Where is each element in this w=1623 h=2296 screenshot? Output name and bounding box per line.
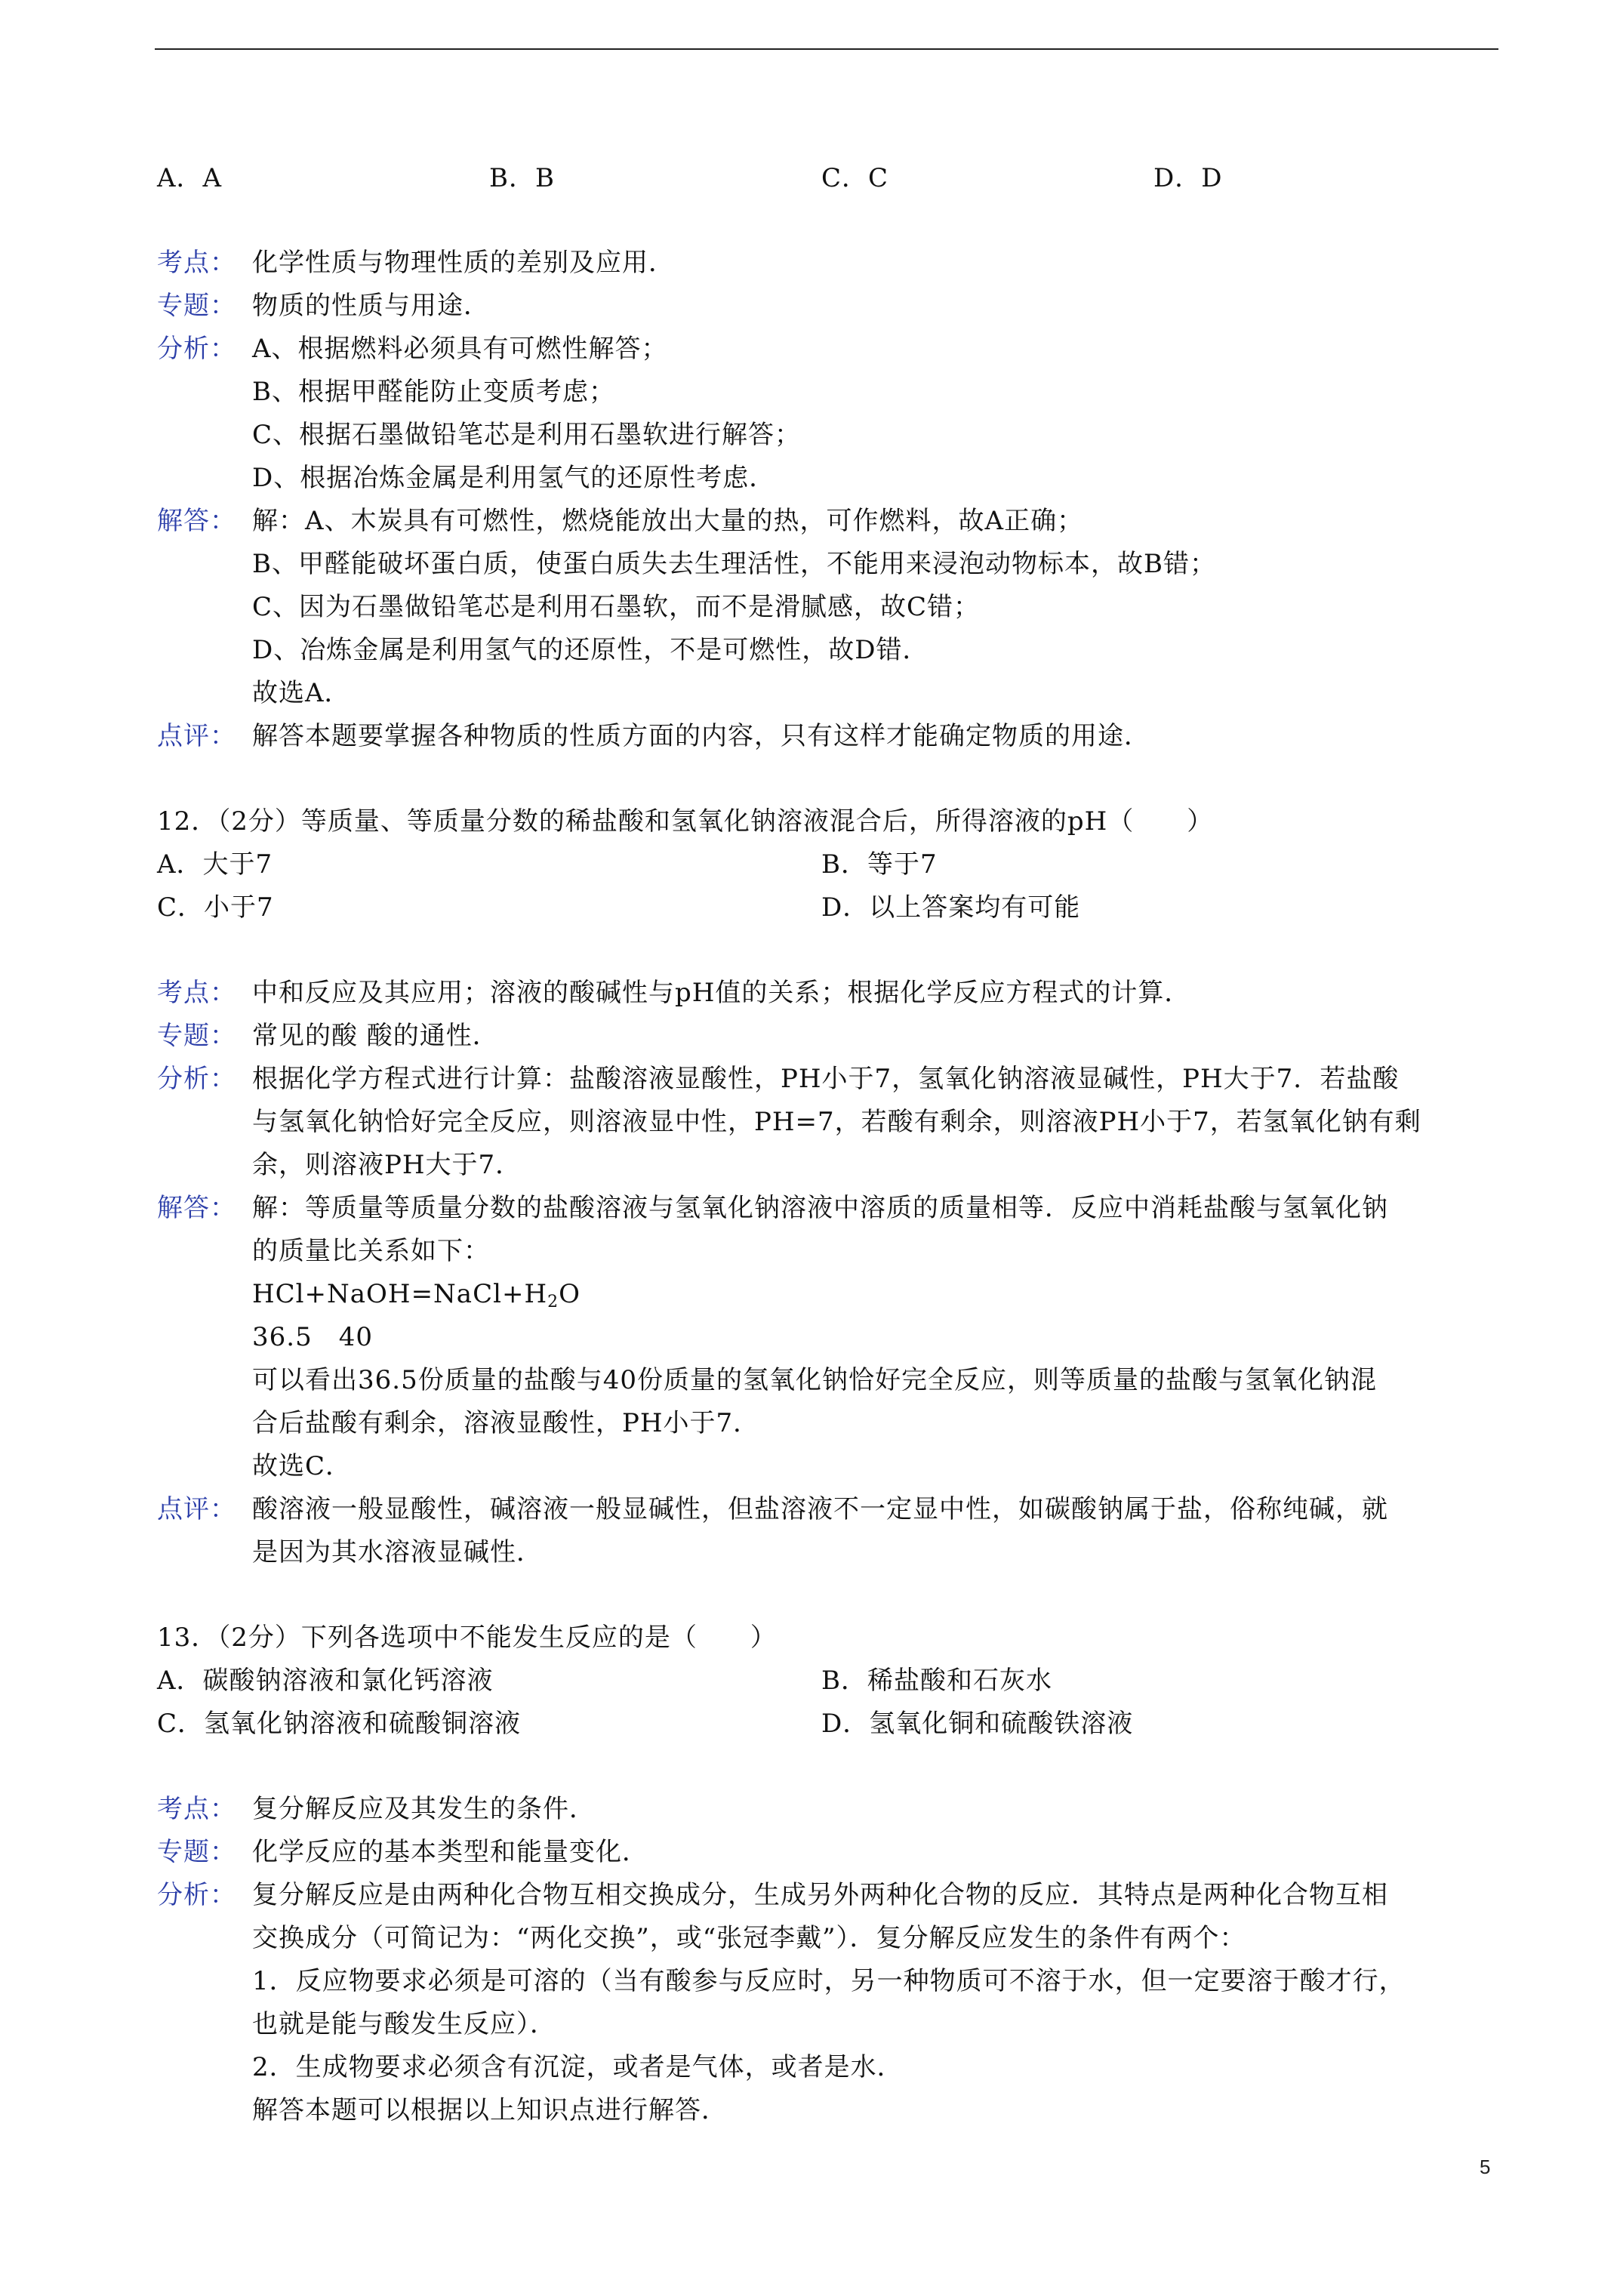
q13-fenxi-line: 复分解反应是由两种化合物互相交换成分，生成另外两种化合物的反应．其特点是两种化合物互相 bbox=[252, 1880, 1388, 1910]
q11-zhuanti-label: 专题： bbox=[157, 291, 236, 321]
page-number: 5 bbox=[1480, 2156, 1491, 2178]
q13-stem: 13．（2分）下列各选项中不能发生反应的是（ ） bbox=[157, 1623, 777, 1653]
q12-jieda-line: 故选C． bbox=[252, 1451, 353, 1481]
q11-dianping: 解答本题要掌握各种物质的性质方面的内容，只有这样才能确定物质的用途． bbox=[252, 721, 1150, 751]
q12-zhuanti-label: 专题： bbox=[157, 1021, 236, 1051]
q11-fenxi-line: A、根据燃料必须具有可燃性解答； bbox=[252, 334, 668, 364]
q11-jieda-line: 故选A． bbox=[252, 678, 351, 708]
q12-jieda-label: 解答： bbox=[157, 1193, 236, 1223]
q12-jieda-line: 合后盐酸有剩余，溶液显酸性，PH小于7． bbox=[252, 1408, 760, 1438]
q13-kaodian-label: 考点： bbox=[157, 1794, 236, 1824]
option-a: A．A bbox=[157, 163, 223, 193]
option-b: B．B bbox=[489, 163, 555, 193]
q11-fenxi-line: B、根据甲醛能防止变质考虑； bbox=[252, 377, 615, 407]
q13-zhuanti-label: 专题： bbox=[157, 1837, 236, 1867]
q11-jieda-label: 解答： bbox=[157, 506, 236, 536]
q13-zhuanti: 化学反应的基本类型和能量变化． bbox=[252, 1837, 648, 1867]
q13-fenxi-line: 解答本题可以根据以上知识点进行解答． bbox=[252, 2095, 728, 2125]
q13-kaodian: 复分解反应及其发生的条件． bbox=[252, 1794, 596, 1824]
option-c: C．C bbox=[821, 163, 889, 193]
q13-fenxi-line: 1．反应物要求必须是可溶的（当有酸参与反应时，另一种物质可不溶于水，但一定要溶于酸才行， bbox=[252, 1966, 1406, 1996]
q11-jieda-line: 解：A、木炭具有可燃性，燃烧能放出大量的热，可作燃料，故A正确； bbox=[252, 506, 1084, 536]
q12-option-a: A．大于7 bbox=[157, 849, 273, 880]
q12-fenxi-line: 余，则溶液PH大于7． bbox=[252, 1150, 522, 1180]
q12-dianping-label: 点评： bbox=[157, 1494, 236, 1524]
q12-jieda-line: 的质量比关系如下： bbox=[252, 1236, 490, 1266]
q13-option-d: D．氢氧化铜和硫酸铁溶液 bbox=[821, 1709, 1134, 1739]
q11-kaodian-label: 考点： bbox=[157, 248, 236, 278]
q12-fenxi-line: 与氢氧化钠恰好完全反应，则溶液显中性，PH=7，若酸有剩余，则溶液PH小于7，若氢氧化钠有剩 bbox=[252, 1107, 1421, 1137]
equation-subscript: 2 bbox=[547, 1293, 559, 1311]
q12-dianping-line: 是因为其水溶液显碱性． bbox=[252, 1537, 543, 1567]
q11-fenxi-line: D、根据冶炼金属是利用氢气的还原性考虑． bbox=[252, 463, 776, 493]
q12-fenxi-line: 根据化学方程式进行计算：盐酸溶液显酸性，PH小于7，氢氧化钠溶液显碱性，PH大于7．若盐酸 bbox=[252, 1064, 1400, 1094]
q13-option-a: A．碳酸钠溶液和氯化钙溶液 bbox=[157, 1666, 494, 1696]
option-d: D．D bbox=[1153, 163, 1223, 193]
q12-fenxi-label: 分析： bbox=[157, 1064, 236, 1094]
q13-fenxi-line: 交换成分（可简记为：“两化交换”，或“张冠李戴”）．复分解反应发生的条件有两个： bbox=[252, 1923, 1246, 1953]
q12-stem: 12．（2分）等质量、等质量分数的稀盐酸和氢氧化钠溶液混合后，所得溶液的pH（ ） bbox=[157, 806, 1214, 837]
q13-option-c: C．氢氧化钠溶液和硫酸铜溶液 bbox=[157, 1709, 522, 1739]
q11-jieda-line: D、冶炼金属是利用氢气的还原性，不是可燃性，故D错． bbox=[252, 635, 929, 665]
header-rule bbox=[155, 48, 1498, 50]
q11-fenxi-label: 分析： bbox=[157, 334, 236, 364]
q13-fenxi-line: 也就是能与酸发生反应）． bbox=[252, 2009, 556, 2039]
equation-main: HCl+NaOH=NaCl+H bbox=[252, 1279, 548, 1309]
q12-option-c: C．小于7 bbox=[157, 892, 274, 923]
q13-fenxi-label: 分析： bbox=[157, 1880, 236, 1910]
q12-kaodian-label: 考点： bbox=[157, 978, 236, 1008]
q12-option-b: B．等于7 bbox=[821, 849, 938, 880]
q11-jieda-line: C、因为石墨做铅笔芯是利用石墨软，而不是滑腻感，故C错； bbox=[252, 592, 981, 622]
q12-equation bbox=[252, 1277, 581, 1311]
q12-kaodian: 中和反应及其应用；溶液的酸碱性与pH值的关系；根据化学反应方程式的计算． bbox=[252, 978, 1191, 1008]
q11-fenxi-line: C、根据石墨做铅笔芯是利用石墨软进行解答； bbox=[252, 420, 802, 450]
q12-dianping-line: 酸溶液一般显酸性，碱溶液一般显碱性，但盐溶液不一定显中性，如碳酸钠属于盐，俗称纯碱，就 bbox=[252, 1494, 1388, 1524]
q13-fenxi-line: 2．生成物要求必须含有沉淀，或者是气体，或者是水． bbox=[252, 2052, 904, 2082]
q12-option-d: D．以上答案均有可能 bbox=[821, 892, 1081, 923]
q11-zhuanti: 物质的性质与用途． bbox=[252, 291, 490, 321]
equation-end: O bbox=[559, 1279, 581, 1309]
q11-kaodian: 化学性质与物理性质的差别及应用． bbox=[252, 248, 675, 278]
q12-jieda-line: 解：等质量等质量分数的盐酸溶液与氢氧化钠溶液中溶质的质量相等．反应中消耗盐酸与氢氧化钠 bbox=[252, 1193, 1388, 1223]
q12-masses: 36.5 40 bbox=[252, 1322, 373, 1352]
q11-jieda-line: B、甲醛能破坏蛋白质，使蛋白质失去生理活性，不能用来浸泡动物标本，故B错； bbox=[252, 549, 1216, 579]
q11-dianping-label: 点评： bbox=[157, 721, 236, 751]
q12-zhuanti: 常见的酸 酸的通性． bbox=[252, 1021, 499, 1051]
q12-jieda-line: 可以看出36.5份质量的盐酸与40份质量的氢氧化钠恰好完全反应，则等质量的盐酸与氢氧化钠混 bbox=[252, 1365, 1377, 1395]
q13-option-b: B．稀盐酸和石灰水 bbox=[821, 1666, 1052, 1696]
